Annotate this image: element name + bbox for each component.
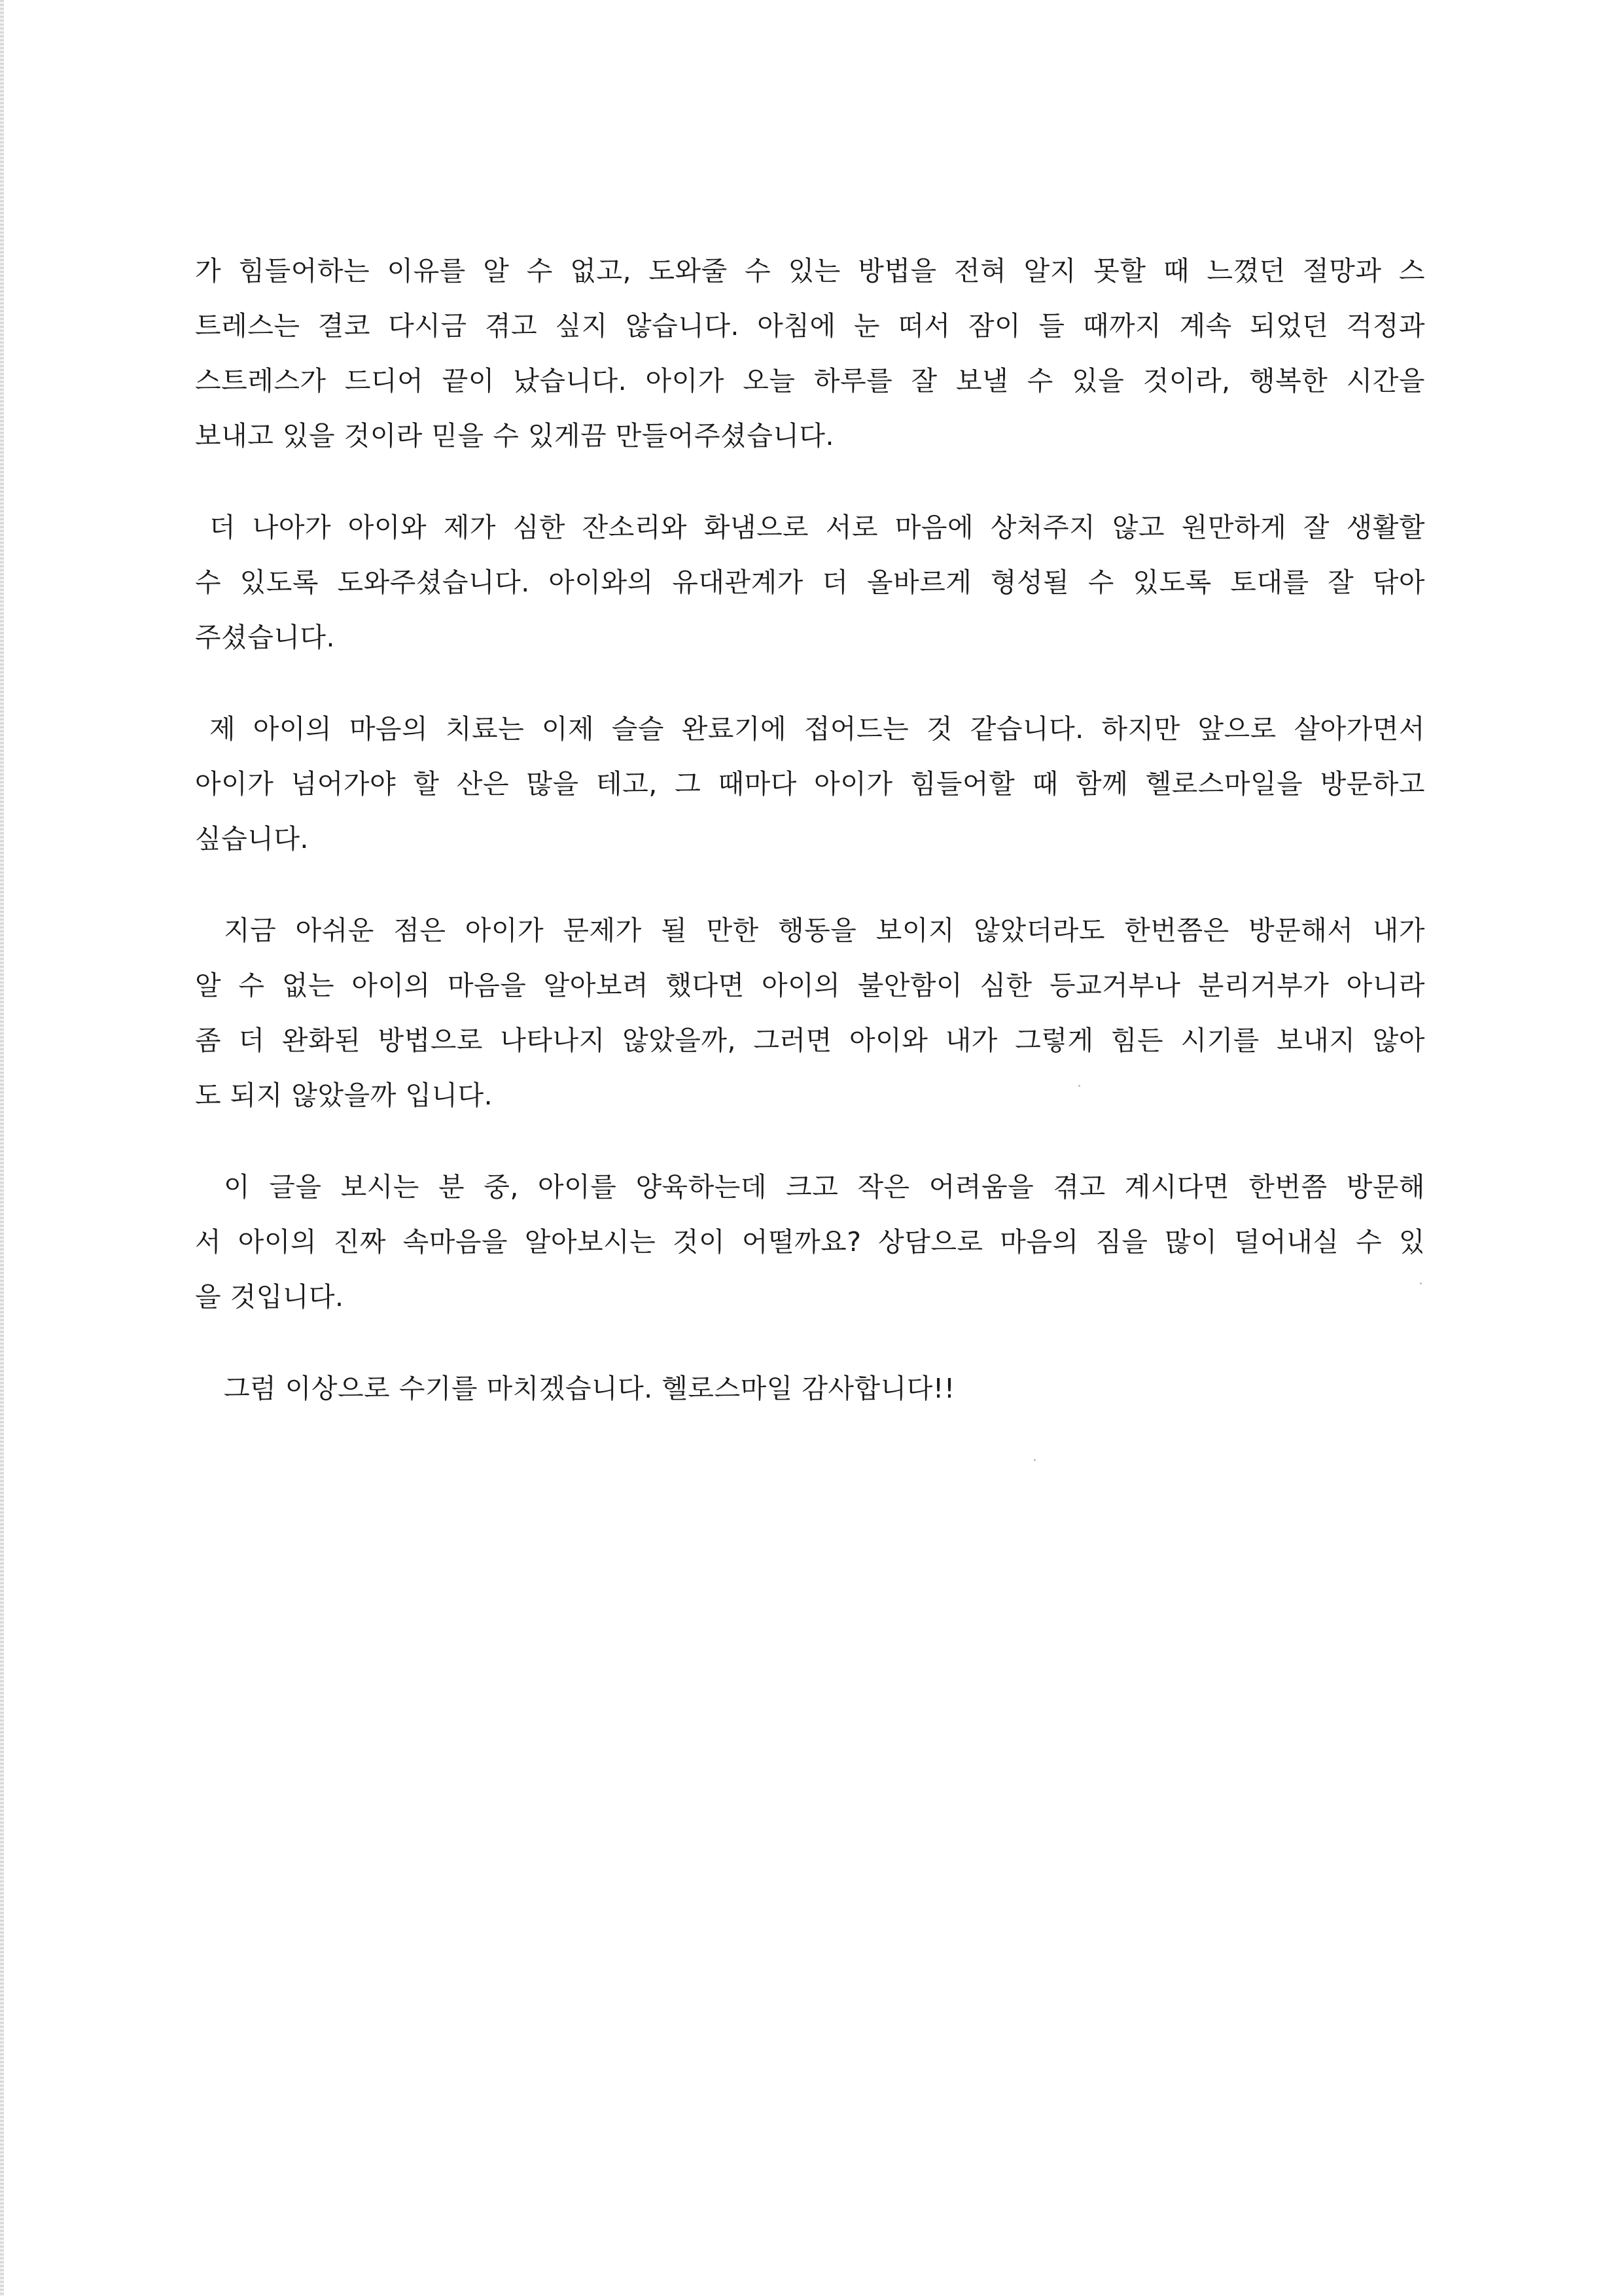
text-line: 지금 아쉬운 점은 아이가 문제가 될 만한 행동을 보이지 않았더라도 한번쯤은 방문해서 내가 <box>224 915 1425 946</box>
paragraph-2 <box>195 500 1425 665</box>
text-line: 도 되지 않았을까 입니다. <box>195 1080 493 1111</box>
text-line: 트레스는 결코 다시금 겪고 싶지 않습니다. 아침에 눈 떠서 잠이 들 때까지 계속 되었던 걱정과 <box>195 310 1425 342</box>
text-line: 그럼 이상으로 수기를 마치겠습니다. 헬로스마일 감사합니다!! <box>224 1373 955 1404</box>
paragraph-4 <box>195 903 1425 1123</box>
paragraph-1 <box>195 243 1425 463</box>
text-line: 서 아이의 진짜 속마음을 알아보시는 것이 어떨까요? 상담으로 마음의 짐을 많이 덜어내실 수 있 <box>195 1226 1425 1258</box>
text-line: 아이가 넘어가야 할 산은 많을 테고, 그 때마다 아이가 힘들어할 때 함께 헬로스마일을 방문하고 <box>195 768 1425 800</box>
scan-left-edge <box>0 0 4 2296</box>
text-line: 이 글을 보시는 분 중, 아이를 양육하는데 크고 작은 어려움을 겪고 계시다면 한번쯤 방문해 <box>224 1171 1425 1203</box>
text-line: 제 아이의 마음의 치료는 이제 슬슬 완료기에 접어드는 것 같습니다. 하지만 앞으로 살아가면서 <box>209 713 1425 745</box>
scan-speck <box>1420 1282 1422 1284</box>
letter-body <box>195 243 1425 1453</box>
text-line: 가 힘들어하는 이유를 알 수 없고, 도와줄 수 있는 방법을 전혀 알지 못할 때 느꼈던 절망과 스 <box>195 255 1425 287</box>
scan-speck <box>1078 1085 1080 1087</box>
text-line: 더 나아가 아이와 제가 심한 잔소리와 화냄으로 서로 마음에 상처주지 않고 원만하게 잘 생활할 <box>209 512 1425 543</box>
paragraph-3 <box>195 701 1425 866</box>
text-line: 수 있도록 도와주셨습니다. 아이와의 유대관계가 더 올바르게 형성될 수 있도록 토대를 잘 닦아 <box>195 567 1425 598</box>
text-line: 을 것입니다. <box>195 1281 344 1313</box>
text-line: 스트레스가 드디어 끝이 났습니다. 아이가 오늘 하루를 잘 보낼 수 있을 것이라, 행복한 시간을 <box>195 365 1425 397</box>
text-line: 좀 더 완화된 방법으로 나타나지 않았을까, 그러면 아이와 내가 그렇게 힘든 시기를 보내지 않아 <box>195 1025 1425 1056</box>
paragraph-6 <box>195 1361 1425 1416</box>
paragraph-5 <box>195 1159 1425 1324</box>
scan-speck <box>1034 1459 1036 1461</box>
text-line: 주셨습니다. <box>195 622 336 653</box>
text-line: 보내고 있을 것이라 믿을 수 있게끔 만들어주셨습니다. <box>195 420 835 451</box>
text-line: 싶습니다. <box>195 823 309 855</box>
text-line: 알 수 없는 아이의 마음을 알아보려 했다면 아이의 불안함이 심한 등교거부나 분리거부가 아니라 <box>195 970 1425 1001</box>
